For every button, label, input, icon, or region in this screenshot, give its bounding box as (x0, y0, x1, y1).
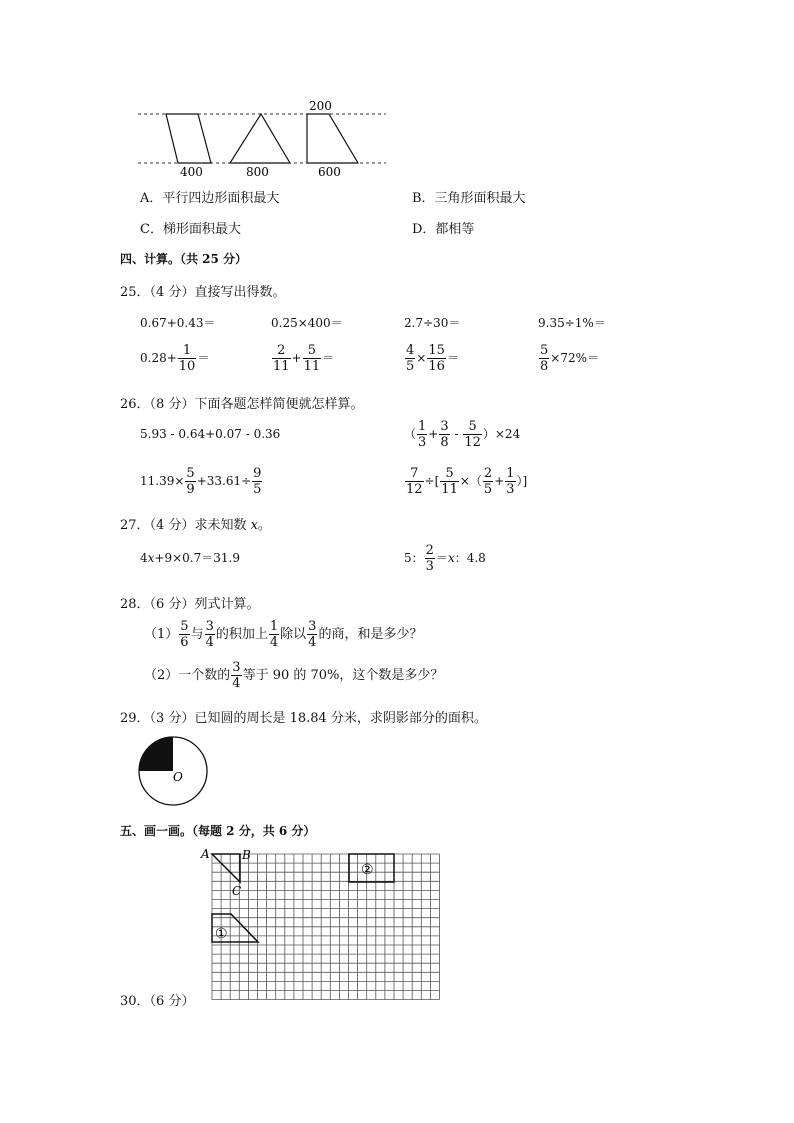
q25-expr-7: $\frac{4}{5}$ × $\frac{15}{16}$ ＝ (406, 343, 459, 374)
shaded-sector (139, 737, 173, 771)
option-a: A．平行四边形面积最大 (140, 191, 280, 206)
q28-title: 28．（6 分）列式计算。 (120, 597, 260, 612)
fraction: $\frac{5}{9}$ (186, 466, 195, 497)
fraction: $\frac{1}{3}$ (418, 419, 427, 450)
q26-problem-3: 11.39× $\frac{5}{9}$ +33.61÷ $\frac{9}{5}$ (140, 466, 262, 497)
fraction: $\frac{5}{6}$ (180, 619, 189, 650)
fraction: $\frac{3}{8}$ (440, 419, 449, 450)
q30-title: 30．（6 分） (120, 994, 195, 1009)
fraction: $\frac{5}{11}$ (441, 466, 458, 497)
section-4-title: 四、计算。（共 25 分） (120, 252, 248, 266)
option-c: C．梯形面积最大 (140, 222, 241, 237)
q27-title: 27．（4 分）求未知数 x。 (120, 518, 271, 533)
parallelogram-base-label: 400 (180, 165, 203, 179)
q25-expr-5 (140, 343, 209, 374)
fraction: $\frac{15}{16}$ (428, 343, 445, 374)
fraction: $\frac{3}{4}$ (232, 660, 241, 691)
q26-title: 26．（8 分）下面各题怎样简便就怎样算。 (120, 397, 364, 412)
fraction: $\frac{2}{11}$ (273, 343, 290, 374)
expr-text: ＝ (197, 351, 210, 365)
circle-figure (136, 734, 212, 810)
triangle-shape (230, 114, 290, 163)
drawing-grid (198, 845, 444, 1005)
point-c-label: C (232, 884, 242, 898)
q25-expr-8: $\frac{5}{8}$ ×72%＝ (540, 343, 600, 374)
center-label: O (173, 770, 183, 784)
q25-expr-3: 2.7÷30＝ (404, 316, 461, 330)
q27-equation-2: 5： $\frac{2}{3}$ ＝x：4.8 (404, 543, 486, 574)
fraction: $\frac{2}{3}$ (425, 543, 434, 574)
fraction: $\frac{1}{4}$ (269, 619, 279, 650)
point-a-label: A (201, 847, 210, 861)
point-b-label: B (242, 848, 251, 862)
trapezoid-shape (307, 114, 358, 163)
q26-problem-1: 5.93 - 0.64+0.07 - 0.36 (140, 427, 281, 441)
fraction: $\frac{5}{8}$ (540, 343, 549, 374)
parallelogram-shape (166, 114, 211, 163)
q25-title: 25．（4 分）直接写出得数。 (120, 285, 286, 300)
fraction: $\frac{5}{12}$ (464, 419, 481, 450)
option-b: B．三角形面积最大 (412, 191, 526, 206)
q28-sub-1: （1） $\frac{5}{6}$ 与 $\frac{3}{4}$ 的积加上 $\frac{1}{4}$ 除以 $\frac{3}{4}$ 的商，和是多少？ (144, 619, 423, 650)
q26-problem-4: $\frac{7}{12}$ ÷[ $\frac{5}{11}$ ×（ $\frac{2}{5}$ + $\frac{1}{3}$ ）] (406, 466, 528, 497)
section-5-title: 五、画一画。（每题 2 分，共 6 分） (120, 824, 316, 838)
trapezoid-base-label: 600 (318, 165, 341, 179)
q25-expr-1: 0.67+0.43＝ (140, 316, 216, 330)
triangle-base-label: 800 (246, 165, 269, 179)
fraction: $\frac{3}{4}$ (205, 619, 214, 650)
fraction: $\frac{1}{3}$ (506, 466, 515, 497)
fraction: $\frac{1}{10}$ (178, 343, 196, 374)
q28-sub-2: （2）一个数的 $\frac{3}{4}$ 等于 90 的 70%，这个数是多少？ (144, 660, 444, 691)
grid-lines (212, 854, 440, 1000)
fraction: $\frac{4}{5}$ (406, 343, 415, 374)
q25-expr-4: 9.35÷1%＝ (538, 316, 606, 330)
fraction: $\frac{2}{5}$ (483, 466, 493, 497)
q25-expr-2: 0.25×400＝ (271, 316, 343, 330)
shape-2-label: ② (361, 862, 374, 878)
shape-1-label: ① (215, 926, 228, 942)
fraction: $\frac{3}{4}$ (308, 619, 317, 650)
fraction: $\frac{9}{5}$ (253, 466, 262, 497)
q29-title: 29．（3 分）已知圆的周长是 18.84 分米，求阴影部分的面积。 (120, 711, 487, 726)
q25-expr-6: $\frac{2}{11}$ + $\frac{5}{11}$ ＝ (273, 343, 335, 374)
q26-problem-2: （ $\frac{1}{3}$ + $\frac{3}{8}$ - $\frac{5}{12}$ ）×24 (404, 419, 521, 450)
shapes-figure (130, 96, 395, 180)
top-base-label: 200 (309, 99, 332, 113)
fraction: $\frac{5}{11}$ (303, 343, 321, 374)
option-d: D．都相等 (412, 222, 475, 237)
fraction: $\frac{7}{12}$ (406, 466, 423, 497)
triangle-abc (212, 854, 240, 882)
expr-text: 0.28+ (140, 351, 177, 365)
q27-equation-1: 4x+9×0.7＝31.9 (140, 551, 240, 565)
